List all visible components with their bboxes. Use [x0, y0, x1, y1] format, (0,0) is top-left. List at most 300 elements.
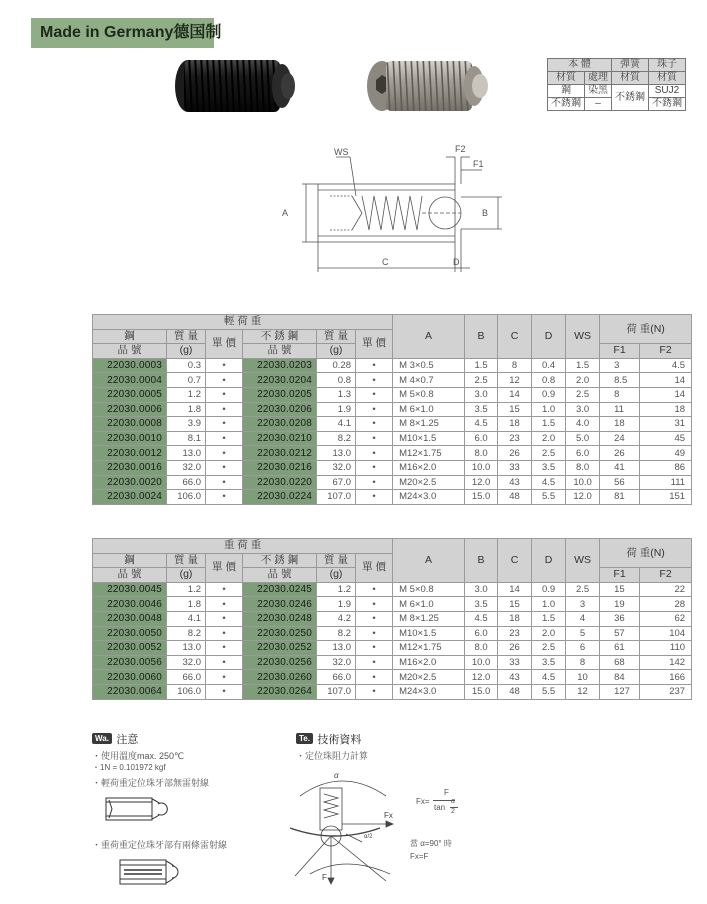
black-set-screw-photo	[170, 55, 298, 115]
label-a: A	[282, 208, 289, 218]
mass-steel: 13.0	[167, 641, 206, 656]
item-code-stainless: 22030.0256	[243, 655, 317, 670]
dim-ws: 2.5	[566, 387, 600, 402]
mass-steel: 1.8	[167, 597, 206, 612]
mass-steel: 0.3	[167, 358, 206, 373]
table-row	[93, 460, 692, 475]
material-subheader: 材質	[548, 72, 585, 85]
table-row	[93, 655, 692, 670]
item-code-steel: 22030.0008	[93, 417, 167, 432]
load-f1: 24	[600, 431, 640, 446]
item-code-stainless: 22030.0220	[243, 475, 317, 490]
mass-steel: 8.2	[167, 626, 206, 641]
thread-size: M 4×0.7	[393, 373, 465, 388]
item-code-stainless: 22030.0245	[243, 582, 317, 597]
item-code-steel: 22030.0064	[93, 684, 167, 699]
thread-size: M20×2.5	[393, 670, 465, 685]
dim-ws: 8.0	[566, 460, 600, 475]
thread-size: M24×3.0	[393, 684, 465, 699]
price-steel: •	[206, 655, 243, 670]
mass-stainless: 4.2	[317, 611, 356, 626]
dim-d: 2.0	[532, 626, 566, 641]
dim-d: 0.9	[532, 582, 566, 597]
dim-c: 15	[498, 402, 532, 417]
material-cell: SUJ2	[649, 85, 686, 98]
mass-steel: 8.1	[167, 431, 206, 446]
table-row	[93, 684, 692, 699]
price-steel: •	[206, 626, 243, 641]
item-code-steel: 22030.0006	[93, 402, 167, 417]
dim-c: 33	[498, 655, 532, 670]
table-row	[93, 387, 692, 402]
col-header-mass: 質 量	[317, 329, 356, 344]
dim-b: 4.5	[465, 611, 498, 626]
price-steel: •	[206, 475, 243, 490]
item-code-stainless: 22030.0212	[243, 446, 317, 461]
item-code-steel: 22030.0048	[93, 611, 167, 626]
mass-steel: 1.2	[167, 582, 206, 597]
dim-ws: 8	[566, 655, 600, 670]
mass-stainless: 0.8	[317, 373, 356, 388]
table-row	[93, 358, 692, 373]
wa-item-temp: ・使用溫度max. 250℃	[92, 751, 185, 761]
price-stainless: •	[356, 641, 393, 656]
mass-stainless: 107.0	[317, 684, 356, 699]
dim-b: 8.0	[465, 446, 498, 461]
table-row	[93, 402, 692, 417]
col-header-a: A	[393, 539, 465, 583]
load-f2: 62	[640, 611, 692, 626]
price-steel: •	[206, 373, 243, 388]
load-f1: 8.5	[600, 373, 640, 388]
material-cell: –	[585, 98, 612, 111]
col-header-ws: WS	[566, 315, 600, 359]
dim-ws: 6.0	[566, 446, 600, 461]
table-row	[93, 490, 692, 505]
mass-stainless: 67.0	[317, 475, 356, 490]
formula-alpha: α	[451, 798, 455, 805]
mass-stainless: 8.2	[317, 431, 356, 446]
col-header-load: 荷 重(N)	[600, 315, 692, 344]
price-stainless: •	[356, 475, 393, 490]
load-f2: 4.5	[640, 358, 692, 373]
thread-size: M10×1.5	[393, 431, 465, 446]
mass-stainless: 32.0	[317, 655, 356, 670]
stainless-set-screw-photo	[362, 55, 492, 115]
mass-steel: 13.0	[167, 446, 206, 461]
dim-c: 23	[498, 626, 532, 641]
item-code-steel: 22030.0046	[93, 597, 167, 612]
item-code-steel: 22030.0004	[93, 373, 167, 388]
item-code-stainless: 22030.0250	[243, 626, 317, 641]
col-header-mass: 質 量	[167, 553, 206, 568]
item-code-steel: 22030.0056	[93, 655, 167, 670]
dim-b: 10.0	[465, 655, 498, 670]
mass-steel: 106.0	[167, 490, 206, 505]
dim-d: 4.5	[532, 475, 566, 490]
mass-stainless: 1.9	[317, 597, 356, 612]
light-group-title: 輕 荷 重	[93, 315, 393, 330]
price-stainless: •	[356, 402, 393, 417]
price-steel: •	[206, 402, 243, 417]
col-header-f2: F2	[640, 568, 692, 583]
dim-c: 14	[498, 582, 532, 597]
label-b: B	[482, 208, 489, 218]
material-group-ball: 珠子	[649, 59, 686, 72]
item-code-stainless: 22030.0260	[243, 670, 317, 685]
mass-steel: 0.7	[167, 373, 206, 388]
mass-stainless: 66.0	[317, 670, 356, 685]
warning-section	[92, 730, 138, 748]
table-row	[93, 431, 692, 446]
material-group-body: 本 體	[548, 59, 612, 72]
thread-size: M16×2.0	[393, 655, 465, 670]
dim-ws: 10	[566, 670, 600, 685]
col-header-c: C	[498, 539, 532, 583]
item-code-steel: 22030.0012	[93, 446, 167, 461]
col-header-d: D	[532, 539, 566, 583]
price-steel: •	[206, 358, 243, 373]
col-header-c: C	[498, 315, 532, 359]
table-row	[93, 611, 692, 626]
mass-stainless: 32.0	[317, 460, 356, 475]
col-header-f1: F1	[600, 344, 640, 359]
thread-size: M20×2.5	[393, 475, 465, 490]
item-code-steel: 22030.0024	[93, 490, 167, 505]
load-f2: 237	[640, 684, 692, 699]
mass-stainless: 1.9	[317, 402, 356, 417]
material-cell: 染黑	[585, 85, 612, 98]
material-subheader: 材質	[612, 72, 649, 85]
dim-ws: 2.5	[566, 582, 600, 597]
load-f2: 142	[640, 655, 692, 670]
col-header-code: 品 號	[243, 568, 317, 583]
load-f1: 11	[600, 402, 640, 417]
dim-c: 23	[498, 431, 532, 446]
price-steel: •	[206, 597, 243, 612]
table-row	[93, 626, 692, 641]
dim-c: 26	[498, 446, 532, 461]
dim-c: 8	[498, 358, 532, 373]
col-header-f2: F2	[640, 344, 692, 359]
item-code-steel: 22030.0005	[93, 387, 167, 402]
price-stainless: •	[356, 655, 393, 670]
load-f1: 68	[600, 655, 640, 670]
dim-c: 33	[498, 460, 532, 475]
mass-stainless: 4.1	[317, 417, 356, 432]
load-f1: 56	[600, 475, 640, 490]
col-header-mass-unit: (g)	[167, 568, 206, 583]
price-steel: •	[206, 446, 243, 461]
dim-c: 43	[498, 670, 532, 685]
dim-ws: 3.0	[566, 402, 600, 417]
fig-half-alpha: α/2	[364, 834, 373, 840]
item-code-steel: 22030.0020	[93, 475, 167, 490]
material-cell: 不銹鋼	[649, 98, 686, 111]
thread-size: M 5×0.8	[393, 387, 465, 402]
item-code-stainless: 22030.0210	[243, 431, 317, 446]
col-header-load: 荷 重(N)	[600, 539, 692, 568]
dim-d: 0.4	[532, 358, 566, 373]
formula-denominator: tan	[434, 803, 446, 812]
dim-ws: 3	[566, 597, 600, 612]
dim-b: 3.0	[465, 582, 498, 597]
load-f1: 18	[600, 417, 640, 432]
thread-size: M 6×1.0	[393, 597, 465, 612]
col-header-b: B	[465, 315, 498, 359]
price-stainless: •	[356, 431, 393, 446]
col-header-d: D	[532, 315, 566, 359]
load-f2: 49	[640, 446, 692, 461]
thread-size: M 8×1.25	[393, 417, 465, 432]
price-stainless: •	[356, 358, 393, 373]
dim-b: 3.5	[465, 597, 498, 612]
wa-item-unit: ・1N = 0.101972 kgf	[92, 763, 166, 772]
dim-b: 15.0	[465, 684, 498, 699]
dim-c: 26	[498, 641, 532, 656]
load-f2: 31	[640, 417, 692, 432]
dim-b: 4.5	[465, 417, 498, 432]
table-row	[93, 641, 692, 656]
light-table-body	[93, 358, 692, 504]
item-code-steel: 22030.0045	[93, 582, 167, 597]
te-title: 技術資料	[317, 734, 362, 746]
table-row	[93, 670, 692, 685]
thread-size: M12×1.75	[393, 446, 465, 461]
table-row	[93, 475, 692, 490]
dim-c: 14	[498, 387, 532, 402]
dim-d: 1.0	[532, 402, 566, 417]
dim-d: 3.5	[532, 655, 566, 670]
item-code-stainless: 22030.0252	[243, 641, 317, 656]
price-steel: •	[206, 611, 243, 626]
mass-stainless: 0.28	[317, 358, 356, 373]
label-d: D	[453, 257, 460, 267]
col-header-price: 單 價	[356, 329, 393, 358]
thread-size: M24×3.0	[393, 490, 465, 505]
dim-d: 5.5	[532, 684, 566, 699]
item-code-stainless: 22030.0208	[243, 417, 317, 432]
load-f1: 8	[600, 387, 640, 402]
col-header-price: 單 價	[356, 553, 393, 582]
mass-steel: 4.1	[167, 611, 206, 626]
mass-stainless: 107.0	[317, 490, 356, 505]
item-code-steel: 22030.0050	[93, 626, 167, 641]
price-stainless: •	[356, 597, 393, 612]
mass-stainless: 13.0	[317, 446, 356, 461]
table-row	[93, 446, 692, 461]
ball-force-diagram	[290, 766, 410, 886]
te-item: ・定位珠阻力計算	[296, 751, 369, 761]
dim-c: 15	[498, 597, 532, 612]
dim-b: 6.0	[465, 431, 498, 446]
material-table	[547, 58, 686, 111]
dim-b: 10.0	[465, 460, 498, 475]
dim-c: 48	[498, 490, 532, 505]
mass-steel: 32.0	[167, 460, 206, 475]
dim-ws: 6	[566, 641, 600, 656]
dim-c: 43	[498, 475, 532, 490]
mass-stainless: 13.0	[317, 641, 356, 656]
col-header-f1: F1	[600, 568, 640, 583]
table-row	[93, 597, 692, 612]
dim-b: 1.5	[465, 358, 498, 373]
label-f2: F2	[455, 144, 466, 154]
header-title: Made in Germany德国制	[31, 18, 214, 48]
mass-stainless: 8.2	[317, 626, 356, 641]
condition-text: 當 α=90° 時	[410, 839, 452, 848]
col-header-b: B	[465, 539, 498, 583]
dim-b: 6.0	[465, 626, 498, 641]
thread-size: M 6×1.0	[393, 402, 465, 417]
dim-ws: 5.0	[566, 431, 600, 446]
mass-steel: 32.0	[167, 655, 206, 670]
table-row	[93, 417, 692, 432]
formula-two: 2	[451, 808, 455, 815]
price-stainless: •	[356, 626, 393, 641]
load-f1: 84	[600, 670, 640, 685]
load-f1: 81	[600, 490, 640, 505]
price-stainless: •	[356, 417, 393, 432]
label-c: C	[382, 257, 389, 267]
fig-fx: Fx	[384, 811, 393, 820]
material-subheader: 處理	[585, 72, 612, 85]
dim-d: 2.0	[532, 431, 566, 446]
item-code-stainless: 22030.0204	[243, 373, 317, 388]
col-header-stainless: 不 銹 鋼	[243, 553, 317, 568]
formula-numerator: F	[444, 788, 449, 797]
col-header-code: 品 號	[93, 344, 167, 359]
item-code-steel: 22030.0003	[93, 358, 167, 373]
price-stainless: •	[356, 670, 393, 685]
dim-d: 5.5	[532, 490, 566, 505]
col-header-mass-unit: (g)	[317, 344, 356, 359]
te-tag: Te.	[296, 733, 313, 744]
dim-ws: 10.0	[566, 475, 600, 490]
item-code-steel: 22030.0052	[93, 641, 167, 656]
dim-d: 2.5	[532, 446, 566, 461]
price-stainless: •	[356, 611, 393, 626]
thread-size: M 5×0.8	[393, 582, 465, 597]
heavy-table-body	[93, 582, 692, 699]
material-cell: 不銹鋼	[612, 85, 649, 111]
dim-d: 1.5	[532, 611, 566, 626]
thread-size: M16×2.0	[393, 460, 465, 475]
item-code-stainless: 22030.0224	[243, 490, 317, 505]
mass-steel: 106.0	[167, 684, 206, 699]
thread-size: M 3×0.5	[393, 358, 465, 373]
load-f1: 127	[600, 684, 640, 699]
load-f2: 14	[640, 387, 692, 402]
dim-d: 4.5	[532, 670, 566, 685]
wa-item-heavy: ・重荷重定位珠牙部有兩條雷射線	[92, 840, 228, 850]
price-stainless: •	[356, 460, 393, 475]
material-group-spring: 彈簧	[612, 59, 649, 72]
price-stainless: •	[356, 446, 393, 461]
item-code-stainless: 22030.0248	[243, 611, 317, 626]
dim-c: 48	[498, 684, 532, 699]
dim-c: 12	[498, 373, 532, 388]
formula-lhs: Fx=	[416, 797, 430, 806]
load-f1: 19	[600, 597, 640, 612]
mass-stainless: 1.3	[317, 387, 356, 402]
dim-ws: 12.0	[566, 490, 600, 505]
table-row	[93, 582, 692, 597]
light-screw-icon	[100, 792, 180, 826]
material-cell: 鋼	[548, 85, 585, 98]
col-header-code: 品 號	[93, 568, 167, 583]
price-steel: •	[206, 641, 243, 656]
thread-size: M 8×1.25	[393, 611, 465, 626]
wa-title: 注意	[116, 734, 139, 746]
item-code-steel: 22030.0010	[93, 431, 167, 446]
price-steel: •	[206, 431, 243, 446]
col-header-stainless: 不 銹 鋼	[243, 329, 317, 344]
price-steel: •	[206, 684, 243, 699]
load-f1: 41	[600, 460, 640, 475]
load-f2: 45	[640, 431, 692, 446]
dim-d: 3.5	[532, 460, 566, 475]
mass-steel: 66.0	[167, 475, 206, 490]
mass-steel: 3.9	[167, 417, 206, 432]
col-header-price: 單 價	[206, 553, 243, 582]
material-cell: 不銹鋼	[548, 98, 585, 111]
dim-ws: 12	[566, 684, 600, 699]
dimension-drawing	[270, 140, 510, 280]
mass-steel: 1.2	[167, 387, 206, 402]
dim-ws: 5	[566, 626, 600, 641]
col-header-ws: WS	[566, 539, 600, 583]
item-code-stainless: 22030.0205	[243, 387, 317, 402]
load-f1: 57	[600, 626, 640, 641]
dim-b: 12.0	[465, 670, 498, 685]
item-code-steel: 22030.0016	[93, 460, 167, 475]
heavy-load-table	[92, 538, 692, 700]
load-f1: 15	[600, 582, 640, 597]
fig-f: F	[322, 873, 327, 882]
load-f2: 86	[640, 460, 692, 475]
label-ws: WS	[334, 147, 349, 157]
price-stainless: •	[356, 684, 393, 699]
thread-size: M12×1.75	[393, 641, 465, 656]
tech-section	[296, 730, 361, 748]
mass-stainless: 1.2	[317, 582, 356, 597]
col-header-mass-unit: (g)	[167, 344, 206, 359]
col-header-mass: 質 量	[317, 553, 356, 568]
load-f1: 26	[600, 446, 640, 461]
mass-steel: 1.8	[167, 402, 206, 417]
dim-c: 18	[498, 611, 532, 626]
item-code-stainless: 22030.0216	[243, 460, 317, 475]
dim-b: 3.5	[465, 402, 498, 417]
col-header-steel: 鋼	[93, 553, 167, 568]
table-row	[93, 373, 692, 388]
price-steel: •	[206, 670, 243, 685]
dim-b: 3.0	[465, 387, 498, 402]
load-f2: 18	[640, 402, 692, 417]
light-load-table	[92, 314, 692, 505]
dim-d: 1.0	[532, 597, 566, 612]
mass-steel: 66.0	[167, 670, 206, 685]
item-code-steel: 22030.0060	[93, 670, 167, 685]
dim-d: 0.9	[532, 387, 566, 402]
load-f2: 151	[640, 490, 692, 505]
load-f2: 28	[640, 597, 692, 612]
price-steel: •	[206, 417, 243, 432]
price-stainless: •	[356, 582, 393, 597]
load-f1: 3	[600, 358, 640, 373]
col-header-price: 單 價	[206, 329, 243, 358]
